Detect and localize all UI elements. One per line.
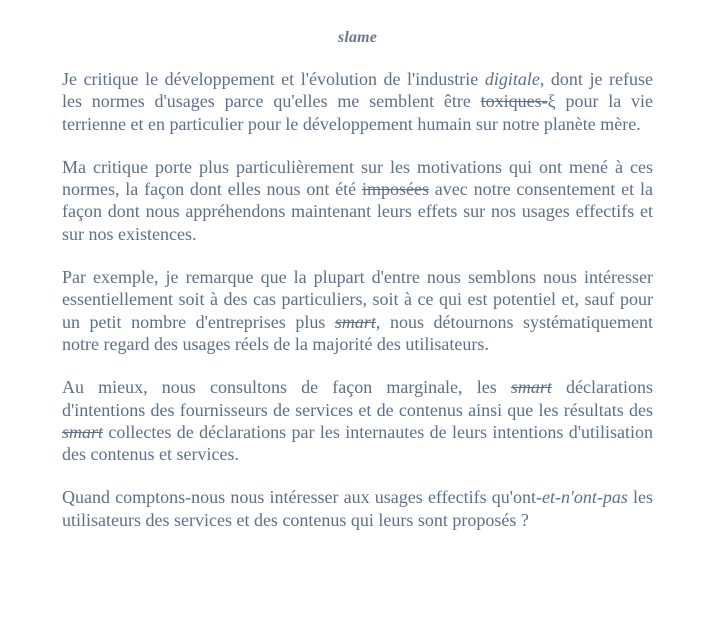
text-run: ξ pour la vie terrienne et en particulier pour le développement humain sur notre planète mère.	[62, 91, 653, 134]
text-run: Je critique le développement et l'évolution de l'industrie	[62, 69, 485, 89]
text-run-italic: et-n'ont-pas	[541, 487, 628, 508]
paragraph	[62, 266, 653, 355]
text-run: les utilisateurs des services et des contenus qui leurs sont proposés ?	[62, 487, 653, 530]
text-run: , nous détournons systématiquement notre regard des usages réels de la majorité des utilisateurs.	[62, 311, 653, 354]
text-run-italic: digitale	[484, 69, 540, 89]
text-run-strike-italic: smart	[334, 311, 376, 332]
paragraph	[62, 486, 653, 531]
text-run: Par exemple, je remarque que la plupart d'entre nous semblons nous intéresser essentiellement soit à des cas particuliers, soit à ce qui est potentiel et, sauf pour un petit nombre d'entreprises plus	[62, 267, 653, 332]
text-run-strike-italic: smart	[62, 421, 104, 442]
text-run: , dont je refuse les normes d'usages parce qu'elles me semblent être	[62, 69, 654, 112]
text-run-strike: imposées	[361, 179, 429, 200]
paragraph	[62, 376, 653, 465]
document-content	[62, 0, 653, 531]
page-title: slame	[337, 29, 378, 46]
text-run: déclarations d'intentions des fournisseurs de services et de contenus ainsi que les résultats des	[62, 377, 653, 420]
text-run-strike-italic: smart	[510, 377, 552, 398]
paragraph	[62, 68, 653, 135]
text-run: collectes de déclarations par les internautes de leurs intentions d'utilisation des contenus et services.	[62, 421, 653, 465]
text-run: Ma critique porte plus particulièrement sur les motivations qui ont mené à ces normes, la façon dont elles nous ont été	[62, 156, 653, 200]
text-run: Quand comptons-nous nous intéresser aux usages effectifs qu'ont-	[62, 487, 542, 508]
text-run: avec notre consentement et la façon dont nous appréhendons maintenant leurs effets sur nos usages effectifs et sur nos existences.	[62, 179, 653, 244]
paragraphs	[62, 68, 653, 531]
text-run: Au mieux, nous consultons de façon marginale, les	[62, 377, 511, 398]
text-run-strike: toxiques-	[480, 91, 548, 112]
paragraph	[62, 156, 653, 245]
